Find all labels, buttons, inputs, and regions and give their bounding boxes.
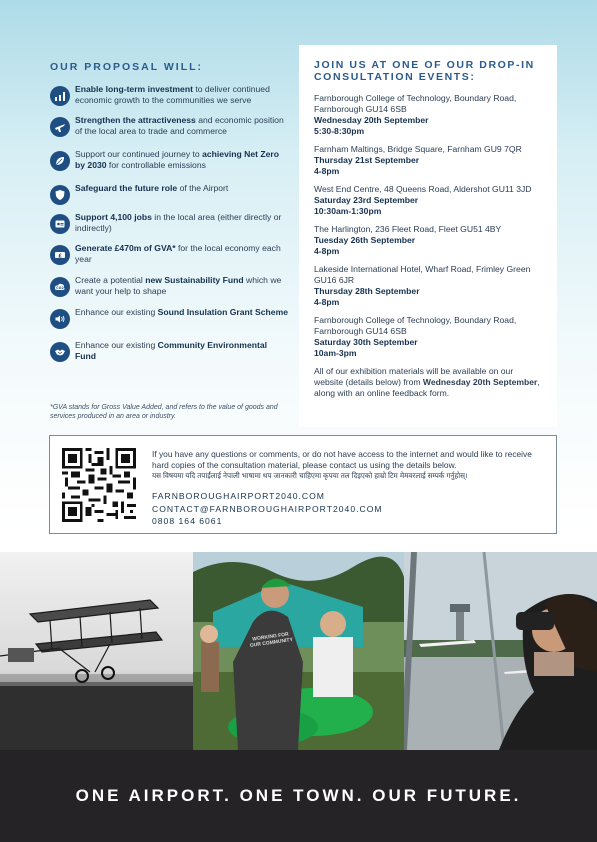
- proposal-item: [50, 243, 290, 265]
- proposal-item-detail: for the local economy each year: [75, 243, 281, 264]
- event-venue: The Harlington, 236 Fleet Road, Fleet GU51 4BY: [314, 224, 502, 234]
- pound-icon: [50, 245, 70, 265]
- website-link[interactable]: FARNBOROUGHAIRPORT2040.COM: [152, 491, 325, 501]
- event-time: 4-8pm: [314, 166, 340, 176]
- proposal-item-highlight: new Sustainability Fund: [145, 275, 244, 285]
- event-date: Thursday 21st September: [314, 155, 420, 165]
- event-date: Wednesday 20th September: [314, 115, 429, 125]
- proposal-item: [50, 115, 290, 137]
- proposal-item-detail: which we want your help to shape: [75, 275, 282, 296]
- proposal-item-text: [75, 183, 228, 194]
- proposal-item: [50, 183, 290, 205]
- event-venue: Farnborough College of Technology, Boundary Road, Farnborough GU14 6SB: [314, 93, 517, 114]
- proposal-item: [50, 212, 290, 234]
- event-time: 5:30-8:30pm: [314, 126, 365, 136]
- contact-text: If you have any questions or comments, or do not have access to the internet and would like to receive hard copies of the consultation material, please contact us using the details below.: [152, 449, 532, 470]
- chart-growth-icon: [50, 86, 70, 106]
- proposal-item: [50, 84, 290, 106]
- proposal-item-highlight: Community Environmental Fund: [75, 340, 267, 361]
- svg-text:£: £: [58, 253, 62, 260]
- contact-nepali-text: यस विषयमा यदि तपाईंलाई नेपाली भाषामा थप जानकारी चाहिएमा कृपया तल दिइएको हाम्रो टिम मेमवरलाई सम्पर्क गर्नुहोस्।: [152, 471, 468, 480]
- proposal-item: [50, 307, 290, 329]
- proposal-item: [50, 149, 290, 171]
- proposal-item-detail: in the local area (either directly or indirectly): [75, 212, 282, 233]
- leaf-icon: [50, 151, 70, 171]
- proposal-item-lead: Create a potential: [75, 275, 146, 285]
- proposal-item-detail: to deliver continued economic growth to the communities we serve: [75, 84, 270, 105]
- event-item: [314, 315, 543, 359]
- proposal-item-text: [75, 212, 290, 234]
- proposal-item-text: [75, 149, 290, 171]
- event-item: [314, 184, 543, 217]
- proposal-item-highlight: Support 4,100 jobs: [75, 212, 152, 222]
- proposal-item-text: [75, 340, 290, 362]
- event-time: 4-8pm: [314, 246, 340, 256]
- proposal-item: [50, 340, 290, 362]
- proposal-item-highlight: Safeguard the future role: [75, 183, 178, 193]
- proposal-item-highlight: Strengthen the attractiveness: [75, 115, 196, 125]
- event-date: Tuesday 26th September: [314, 235, 416, 245]
- proposal-item-detail: for controllable emissions: [106, 160, 206, 170]
- gva-footnote: *GVA stands for Gross Value Added, and refers to the value of goods and services produced in an area or industry.: [50, 404, 278, 420]
- events-list: [314, 93, 543, 359]
- svg-text:CO2: CO2: [56, 286, 64, 290]
- photo-strip: [0, 552, 597, 750]
- contact-text-block: [152, 449, 544, 481]
- proposal-list: [50, 84, 290, 362]
- events-note: [314, 366, 543, 399]
- proposal-item-text: [75, 275, 290, 297]
- event-item: [314, 264, 543, 308]
- event-date: Saturday 23rd September: [314, 195, 419, 205]
- tagline-banner: [0, 750, 597, 842]
- events-note-date: Wednesday 20th September: [422, 377, 538, 387]
- event-date: Saturday 30th September: [314, 337, 418, 347]
- proposal-item: [50, 275, 290, 297]
- qr-code[interactable]: [62, 448, 136, 522]
- event-venue: West End Centre, 48 Queens Road, Aldershot GU11 3JD: [314, 184, 532, 194]
- airport-viewing-photo: [404, 552, 597, 750]
- event-time: 10am-3pm: [314, 348, 357, 358]
- proposal-item-highlight: Sound Insulation Grant Scheme: [157, 307, 289, 317]
- event-venue: Farnborough College of Technology, Boundary Road, Farnborough GU14 6SB: [314, 315, 517, 336]
- events-heading: JOIN US AT ONE OF OUR DROP-IN CONSULTATION EVENTS:: [314, 59, 535, 83]
- proposal-item-text: [75, 243, 290, 265]
- id-badge-icon: [50, 214, 70, 234]
- shirt-slogan: WORKING FOR OUR COMMUNITY: [249, 631, 294, 649]
- proposal-item-text: [75, 84, 290, 106]
- events-note-end: , along with an online feedback form.: [314, 377, 540, 398]
- proposal-item-lead: Support our continued journey to: [75, 149, 203, 159]
- email-link[interactable]: CONTACT@FARNBOROUGHAIRPORT2040.COM: [152, 503, 383, 514]
- proposal-item-highlight: achieving Net Zero by 2030: [75, 149, 279, 170]
- events-note-text: All of our exhibition materials will be available on our website (details below) from: [314, 366, 514, 387]
- event-item: [314, 144, 543, 177]
- proposal-item-highlight: Enable long-term investment: [75, 84, 193, 94]
- event-item: [314, 224, 543, 257]
- proposal-item-detail: and economic position of the local area to trade and commerce: [75, 115, 284, 136]
- co2-icon: [50, 277, 70, 297]
- event-time: 10:30am-1:30pm: [314, 206, 382, 216]
- contact-box: [49, 435, 557, 534]
- event-venue: Lakeside International Hotel, Wharf Road, Frimley Green GU16 6JR: [314, 264, 531, 285]
- proposal-heading: OUR PROPOSAL WILL:: [50, 61, 204, 73]
- proposal-item-detail: of the Airport: [177, 183, 229, 193]
- proposal-item-text: [75, 307, 288, 318]
- contact-links: [152, 490, 383, 528]
- proposal-item-highlight: Generate £470m of GVA*: [75, 243, 176, 253]
- shield-icon: [50, 185, 70, 205]
- tagline: ONE AIRPORT. ONE TOWN. OUR FUTURE.: [75, 786, 522, 805]
- event-date: Thursday 28th September: [314, 286, 420, 296]
- community-volunteers-photo: [193, 552, 404, 750]
- event-venue: Farnham Maltings, Bridge Square, Farnham GU9 7QR: [314, 144, 522, 154]
- proposal-item-lead: Enhance our existing: [75, 307, 158, 317]
- events-panel: [299, 45, 557, 427]
- handshake-icon: [50, 342, 70, 362]
- proposal-item-text: [75, 115, 290, 137]
- proposal-item-lead: Enhance our existing: [75, 340, 158, 350]
- event-time: 4-8pm: [314, 297, 340, 307]
- airplane-icon: [50, 117, 70, 137]
- sound-icon: [50, 309, 70, 329]
- historic-biplane-photo: [0, 552, 193, 750]
- phone-number[interactable]: 0808 164 6061: [152, 516, 223, 526]
- event-item: [314, 93, 543, 137]
